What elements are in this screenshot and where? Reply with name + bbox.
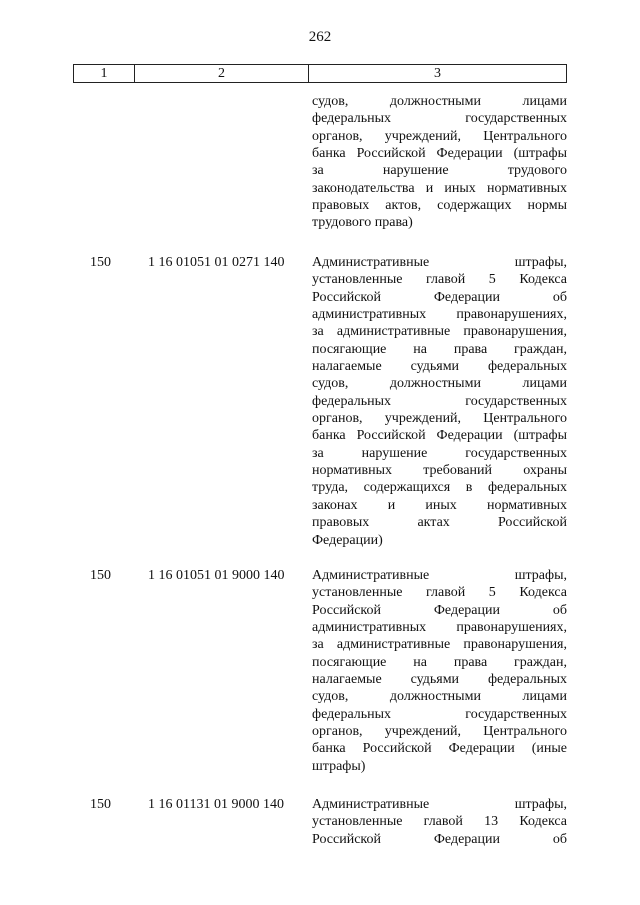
description-line: судов, должностными лицами [312, 376, 567, 392]
description-line: федеральных государственных [312, 393, 567, 409]
row-description [312, 254, 567, 549]
description-line: за административные правонарушения, [312, 637, 567, 653]
description-line: органов, учреждений, Центрального [312, 411, 567, 427]
description-line: органов, учреждений, Центрального [312, 128, 567, 144]
description-line: административных правонарушениях, [312, 620, 567, 636]
row-admin-code: 150 [90, 568, 111, 583]
row-description [312, 796, 567, 848]
description-line: судов, должностными лицами [312, 689, 567, 705]
row-budget-code: 1 16 01051 01 0271 140 [148, 255, 285, 270]
description-line: установленные главой 13 Кодекса [312, 814, 567, 830]
description-line: банка Российской Федерации (иные [312, 741, 567, 757]
row-budget-code: 1 16 01051 01 9000 140 [148, 568, 285, 583]
description-line: банка Российской Федерации (штрафы [312, 146, 567, 162]
description-line: административных правонарушениях, [312, 307, 567, 323]
header-col-3: 3 [434, 66, 441, 81]
row-description [312, 567, 567, 775]
description-line: Административные штрафы, [312, 568, 567, 583]
description-line: нормативных требований охраны [312, 463, 567, 479]
description-line: судов, должностными лицами [312, 94, 567, 109]
row-budget-code: 1 16 01131 01 9000 140 [148, 797, 284, 812]
description-line: органов, учреждений, Центрального [312, 724, 567, 740]
description-line: правовых актах Российской [312, 515, 567, 531]
table-header [73, 64, 567, 83]
description-line: правовых актов, содержащих нормы [312, 198, 567, 214]
description-line: за нарушение государственных [312, 445, 567, 461]
description-line: за нарушение трудового [312, 163, 567, 179]
description-line: установленные главой 5 Кодекса [312, 272, 567, 288]
description-line: посягающие на права граждан, [312, 654, 567, 670]
row-description [312, 93, 567, 232]
description-line: труда, содержащихся в федеральных [312, 480, 567, 496]
description-line: посягающие на права граждан, [312, 341, 567, 357]
description-line: Российской Федерации об [312, 289, 567, 305]
description-line: Административные штрафы, [312, 255, 567, 270]
description-line: банка Российской Федерации (штрафы [312, 428, 567, 444]
description-line: Российской Федерации об [312, 831, 567, 847]
description-line: налагаемые судьями федеральных [312, 672, 567, 688]
description-line: налагаемые судьями федеральных [312, 359, 567, 375]
row-admin-code: 150 [90, 797, 111, 812]
description-line: Административные штрафы, [312, 797, 567, 812]
page-number: 262 [308, 29, 332, 45]
header-col-1: 1 [74, 65, 135, 82]
description-line: Российской Федерации об [312, 602, 567, 618]
description-line: федеральных государственных [312, 111, 567, 127]
header-col-2: 2 [135, 65, 309, 82]
description-line: установленные главой 5 Кодекса [312, 585, 567, 601]
description-line: трудового права) [312, 215, 413, 231]
description-line: законах и иных нормативных [312, 497, 567, 513]
description-line: федеральных государственных [312, 706, 567, 722]
row-admin-code: 150 [90, 255, 111, 270]
description-line: Федерации) [312, 532, 383, 548]
description-line: за административные правонарушения, [312, 324, 567, 340]
description-line: законодательства и иных нормативных [312, 180, 567, 196]
description-line: штрафы) [312, 758, 366, 774]
